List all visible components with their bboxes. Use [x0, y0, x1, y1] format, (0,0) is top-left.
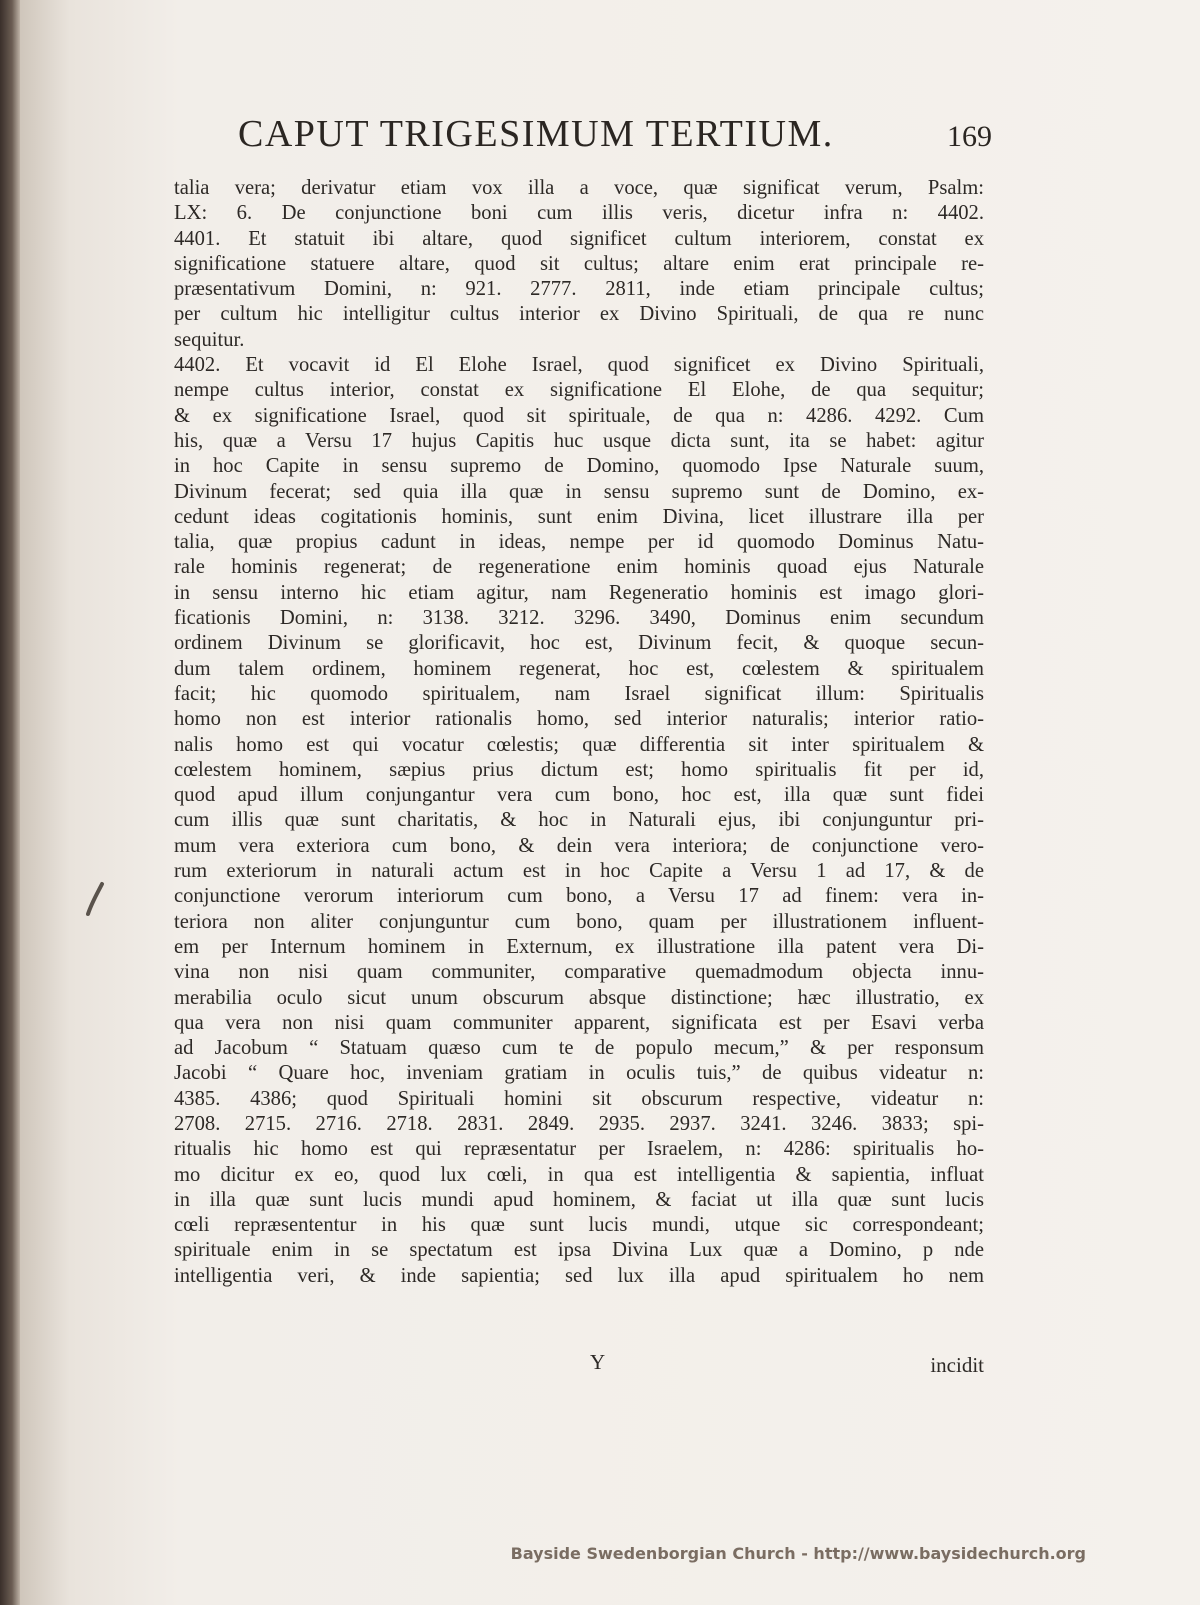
text-line: conjunctione verorum interiorum cum bono, a Versu 17 ad finem: vera in-: [174, 885, 984, 908]
text-line: talia, quæ propius cadunt in ideas, nempe per id quomodo Dominus Natu-: [174, 531, 984, 554]
text-line: mo dicitur ex eo, quod lux cœli, in qua est intelligentia & sapientia, influat: [174, 1163, 984, 1186]
text-line: per cultum hic intelligitur cultus interior ex Divino Spirituali, de qua re nunc: [174, 303, 984, 326]
text-line: intelligentia veri, & inde sapientia; sed lux illa apud spiritualem ho nem: [174, 1264, 984, 1287]
text-line: ordinem Divinum se glorificavit, hoc est, Divinum fecit, & quoque secun-: [174, 632, 984, 655]
text-line: vina non nisi quam communiter, comparative quemadmodum objecta innu-: [174, 961, 984, 984]
text-line: 4385. 4386; quod Spirituali homini sit obscurum respective, videatur n:: [174, 1087, 984, 1110]
page-header: [238, 112, 992, 156]
text-line: nalis homo est qui vocatur cœlestis; quæ differentia sit inter spiritualem &: [174, 733, 984, 756]
text-line: dum talem ordinem, hominem regenerat, hoc est, cœlestem & spiritualem: [174, 657, 984, 680]
text-line: significatione statuere altare, quod sit cultus; altare enim erat principale re-: [174, 252, 984, 275]
text-line: ad Jacobum “ Statuam quæso cum te de populo mecum,” & per responsum: [174, 1037, 984, 1060]
text-line: nempe cultus interior, constat ex significatione El Elohe, de qua sequitur;: [174, 379, 984, 402]
book-gutter: [0, 0, 20, 1605]
text-line: cedunt ideas cogitationis hominis, sunt enim Divina, licet illustrare illa per: [174, 505, 984, 528]
pencil-mark-icon: [80, 880, 110, 920]
text-line: his, quæ a Versu 17 hujus Capitis huc usque dicta sunt, ita se habet: agitur: [174, 429, 984, 452]
text-line: in hoc Capite in sensu supremo de Domino, quomodo Ipse Naturale suum,: [174, 455, 984, 478]
text-line: spirituale enim in se spectatum est ipsa Divina Lux quæ a Domino, p nde: [174, 1239, 984, 1262]
running-title: CAPUT TRIGESIMUM TERTIUM.: [238, 113, 834, 155]
text-line: 4401. Et statuit ibi altare, quod significet cultum interiorem, constat ex: [174, 227, 984, 250]
text-line: præsentativum Domini, n: 921. 2777. 2811, inde etiam principale cultus;: [174, 278, 984, 301]
text-line: em per Internum hominem in Externum, ex illustratione illa patent vera Di-: [174, 935, 984, 958]
text-line: Divinum fecerat; sed quia illa quæ in sensu supremo sunt de Domino, ex-: [174, 480, 984, 503]
text-line: mum vera exteriora cum bono, & dein vera interiora; de conjunctione vero-: [174, 834, 984, 857]
body-text: [174, 176, 984, 1289]
text-line: talia vera; derivatur etiam vox illa a voce, quæ significat verum, Psalm:: [174, 177, 984, 199]
text-line: ficationis Domini, n: 3138. 3212. 3296. 3490, Dominus enim secundum: [174, 607, 984, 630]
page-number: 169: [947, 120, 992, 153]
text-line: & ex significatione Israel, quod sit spirituale, de qua n: 4286. 4292. Cum: [174, 404, 984, 427]
text-line: ritualis hic homo est qui repræsentatur per Israelem, n: 4286: spiritualis ho-: [174, 1138, 984, 1161]
footer-credit: Bayside Swedenborgian Church - http://www.baysidechurch.org: [510, 1544, 1086, 1563]
text-line: teriora non aliter conjunguntur cum bono, quam per illustrationem influent-: [174, 910, 984, 933]
text-line: cœlestem hominem, sæpius prius dictum est; homo spiritualis fit per id,: [174, 758, 984, 781]
text-line: LX: 6. De conjunctione boni cum illis veris, dicetur infra n: 4402.: [174, 202, 984, 225]
text-line: cum illis quæ sunt charitatis, & hoc in Naturali ejus, ibi conjunguntur pri-: [174, 809, 984, 832]
text-line: merabilia oculo sicut unum obscurum absque distinctione; hæc illustratio, ex: [174, 986, 984, 1009]
text-line: in illa quæ sunt lucis mundi apud hominem, & faciat ut illa quæ sunt lucis: [174, 1188, 984, 1211]
text-line: Jacobi “ Quare hoc, inveniam gratiam in oculis tuis,” de quibus videatur n:: [174, 1062, 984, 1085]
text-line: rale hominis regenerat; de regeneratione enim hominis quoad ejus Naturale: [174, 556, 984, 579]
text-line: cœli repræsententur in his quæ sunt lucis mundi, utque sic correspondeant;: [174, 1214, 984, 1237]
text-line: in sensu interno hic etiam agitur, nam Regeneratio hominis est imago glori-: [174, 581, 984, 604]
text-line: homo non est interior rationalis homo, sed interior naturalis; interior ratio-: [174, 708, 984, 731]
text-line: 4402. Et vocavit id El Elohe Israel, quod significet ex Divino Spirituali,: [174, 354, 984, 377]
text-line: quod apud illum conjungantur vera cum bono, hoc est, illa quæ sunt fidei: [174, 784, 984, 807]
text-line: 2708. 2715. 2716. 2718. 2831. 2849. 2935. 2937. 3241. 3246. 3833; spi-: [174, 1112, 984, 1135]
text-line: qua vera non nisi quam communiter apparent, significata est per Esavi verba: [174, 1011, 984, 1034]
text-line: sequitur.: [174, 328, 245, 351]
text-line: rum exteriorum in naturali actum est in hoc Capite a Versu 1 ad 17, & de: [174, 860, 984, 883]
signature-mark: Y: [590, 1350, 606, 1374]
catchword: incidit: [930, 1353, 984, 1377]
text-line: facit; hic quomodo spiritualem, nam Israel significat illum: Spiritualis: [174, 682, 984, 705]
